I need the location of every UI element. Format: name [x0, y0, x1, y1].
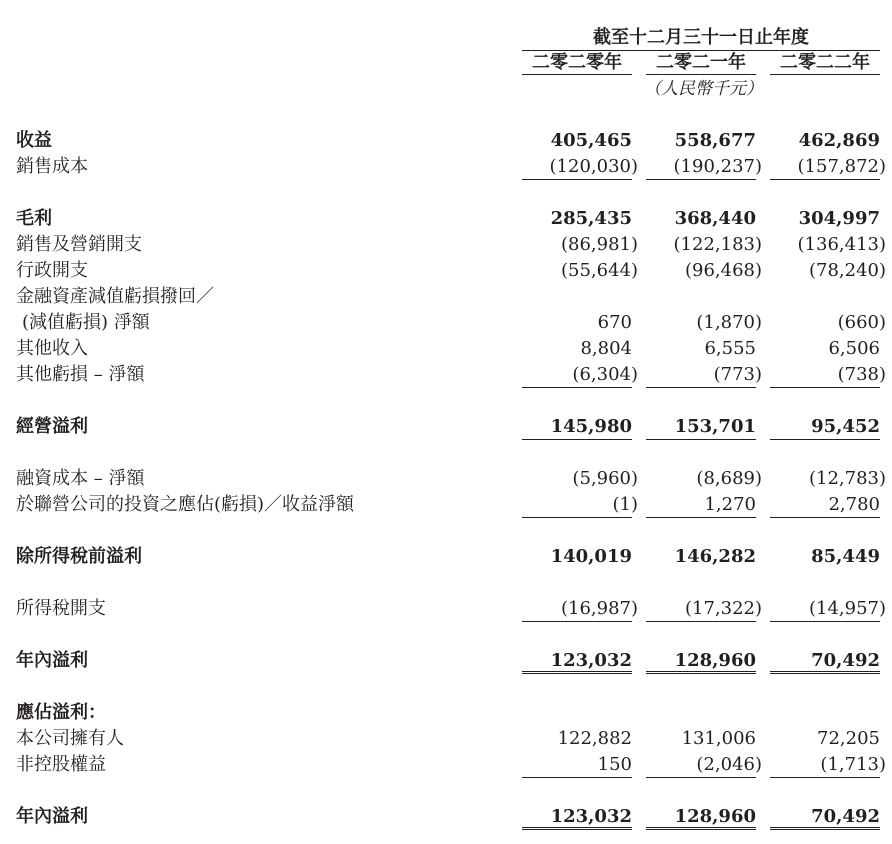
- value-2021: 146,282: [674, 546, 756, 567]
- row-admin-expenses: [0, 258, 892, 284]
- value-2021: (190,237): [673, 156, 762, 177]
- value-2020: 145,980: [550, 416, 632, 437]
- row-finance-costs: [0, 466, 892, 492]
- year-headers: [0, 52, 892, 76]
- value-2022: (738): [837, 364, 886, 385]
- value-2022: (660): [837, 312, 886, 333]
- value-2021: (773): [713, 364, 762, 385]
- value-2021: 368,440: [674, 208, 756, 229]
- value-2022: (136,413): [797, 234, 886, 255]
- row-other-losses: [0, 362, 892, 388]
- row-label: 於聯營公司的投資之應佔(虧損)／收益淨額: [16, 494, 355, 515]
- row-label: 本公司擁有人: [16, 728, 124, 749]
- value-2022: 95,452: [811, 416, 880, 437]
- value-2021: 6,555: [704, 338, 756, 359]
- row-impairment-heading: [0, 284, 892, 310]
- currency-unit: （人民幣千元）: [644, 79, 763, 99]
- unit-row: [0, 78, 892, 102]
- value-2022: 304,997: [798, 208, 880, 229]
- value-2020: 670: [597, 312, 632, 333]
- value-2021: 131,006: [681, 728, 756, 749]
- year-2021: 二零二一年: [646, 52, 756, 75]
- value-2022: 70,492: [811, 806, 880, 827]
- value-2021: (8,689): [696, 468, 762, 489]
- row-label: 融資成本 – 淨額: [16, 468, 145, 489]
- row-owners: [0, 726, 892, 752]
- value-2022: 462,869: [798, 130, 880, 151]
- value-2021: 128,960: [674, 806, 756, 827]
- value-2021: (122,183): [673, 234, 762, 255]
- row-label: 收益: [16, 130, 52, 151]
- row-label: 應佔溢利：: [16, 702, 106, 723]
- value-2022: (12,783): [808, 468, 886, 489]
- row-profit-before-tax: [0, 544, 892, 570]
- value-2022: 6,506: [828, 338, 880, 359]
- row-label: 經營溢利: [16, 416, 88, 437]
- row-label: (減值虧損) 淨額: [22, 312, 150, 333]
- value-2020: 123,032: [550, 650, 632, 671]
- value-2022: (1,713): [820, 754, 886, 775]
- row-label: 金融資產減值虧損撥回／: [16, 286, 214, 307]
- row-associates-share: [0, 492, 892, 518]
- year-2020: 二零二零年: [522, 52, 632, 75]
- value-2020: (1): [612, 494, 638, 515]
- row-label: 毛利: [16, 208, 52, 229]
- value-2020: 150: [597, 754, 632, 775]
- value-2020: (16,987): [560, 598, 638, 619]
- value-2020: 405,465: [550, 130, 632, 151]
- value-2020: 8,804: [580, 338, 632, 359]
- value-2021: 128,960: [674, 650, 756, 671]
- row-label: 銷售成本: [16, 156, 88, 177]
- value-2020: (86,981): [560, 234, 638, 255]
- row-label: 除所得稅前溢利: [16, 546, 142, 567]
- value-2022: (78,240): [808, 260, 886, 281]
- value-2020: 140,019: [550, 546, 632, 567]
- value-2022: 70,492: [811, 650, 880, 671]
- value-2021: (1,870): [696, 312, 762, 333]
- value-2020: (6,304): [572, 364, 638, 385]
- value-2021: (2,046): [696, 754, 762, 775]
- row-label: 其他收入: [16, 338, 88, 359]
- value-2020: (5,960): [572, 468, 638, 489]
- value-2022: (157,872): [797, 156, 886, 177]
- row-label: 年內溢利: [16, 806, 88, 827]
- value-2022: 2,780: [828, 494, 880, 515]
- value-2020: 285,435: [550, 208, 632, 229]
- value-2020: (55,644): [560, 260, 638, 281]
- row-label: 非控股權益: [16, 754, 106, 775]
- year-2022: 二零二二年: [770, 52, 880, 75]
- period-header: [0, 26, 892, 50]
- row-gross-profit: [0, 206, 892, 232]
- row-label: 年內溢利: [16, 650, 88, 671]
- row-non-controlling: [0, 752, 892, 778]
- row-label: 銷售及營銷開支: [16, 234, 142, 255]
- value-2020: 122,882: [557, 728, 632, 749]
- row-label: 其他虧損 – 淨額: [16, 364, 145, 385]
- row-cost-of-sales: [0, 154, 892, 180]
- value-2020: 123,032: [550, 806, 632, 827]
- value-2021: (17,322): [684, 598, 762, 619]
- row-impairment-net: [0, 310, 892, 336]
- row-selling-expenses: [0, 232, 892, 258]
- period-title: 截至十二月三十一日止年度: [522, 26, 880, 51]
- row-profit-for-year-total: [0, 804, 892, 830]
- row-label: 所得稅開支: [16, 598, 106, 619]
- value-2022: 85,449: [811, 546, 880, 567]
- value-2021: (96,468): [684, 260, 762, 281]
- row-profit-for-year: [0, 648, 892, 674]
- value-2021: 153,701: [674, 416, 756, 437]
- row-other-income: [0, 336, 892, 362]
- value-2021: 1,270: [704, 494, 756, 515]
- row-income-tax: [0, 596, 892, 622]
- value-2021: 558,677: [674, 130, 756, 151]
- row-label: 行政開支: [16, 260, 88, 281]
- value-2022: 72,205: [817, 728, 880, 749]
- value-2022: (14,957): [808, 598, 886, 619]
- value-2020: (120,030): [549, 156, 638, 177]
- row-operating-profit: [0, 414, 892, 440]
- row-attributable-heading: [0, 700, 892, 726]
- row-revenue: [0, 128, 892, 154]
